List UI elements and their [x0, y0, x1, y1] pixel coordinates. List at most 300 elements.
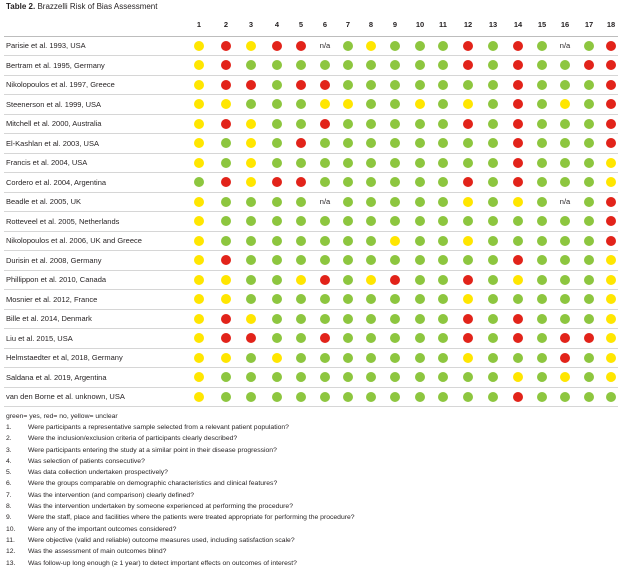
table-row: [4, 36, 618, 56]
yes-dot: [584, 353, 594, 363]
criterion-text: Were any of the important outcomes considered?: [28, 525, 177, 533]
yes-dot: [343, 372, 353, 382]
yes-dot: [246, 60, 256, 70]
unclear-dot: [194, 314, 204, 324]
unclear-dot: [606, 353, 616, 363]
yes-dot: [366, 197, 376, 207]
yes-dot: [272, 99, 282, 109]
yes-dot: [366, 60, 376, 70]
yes-dot: [488, 275, 498, 285]
yes-dot: [438, 138, 448, 148]
unclear-dot: [513, 197, 523, 207]
table-row: [4, 114, 618, 134]
yes-dot: [296, 255, 306, 265]
column-header-5: 5: [298, 20, 304, 29]
yes-dot: [390, 197, 400, 207]
criterion-number: 4.: [6, 457, 12, 465]
no-dot: [584, 60, 594, 70]
unclear-dot: [194, 138, 204, 148]
criterion-number: 6.: [6, 480, 12, 488]
criterion-text: Was the assessment of main outcomes blind?: [28, 548, 167, 556]
yes-dot: [221, 392, 231, 402]
no-dot: [606, 236, 616, 246]
no-dot: [221, 177, 231, 187]
yes-dot: [246, 275, 256, 285]
yes-dot: [296, 158, 306, 168]
no-dot: [320, 80, 330, 90]
yes-dot: [537, 60, 547, 70]
yes-dot: [366, 294, 376, 304]
no-dot: [513, 158, 523, 168]
no-dot: [606, 216, 616, 226]
yes-dot: [366, 138, 376, 148]
unclear-dot: [194, 275, 204, 285]
yes-dot: [438, 216, 448, 226]
yes-dot: [296, 99, 306, 109]
criterion-item: [6, 501, 626, 512]
unclear-dot: [246, 158, 256, 168]
yes-dot: [272, 275, 282, 285]
unclear-dot: [194, 41, 204, 51]
no-dot: [560, 353, 570, 363]
yes-dot: [320, 138, 330, 148]
yes-dot: [537, 158, 547, 168]
yes-dot: [343, 80, 353, 90]
study-label: Mitchell et al. 2000, Australia: [6, 119, 102, 128]
yes-dot: [272, 294, 282, 304]
table-row: [4, 348, 618, 368]
yes-dot: [438, 294, 448, 304]
yes-dot: [606, 392, 616, 402]
unclear-dot: [296, 275, 306, 285]
column-header-1: 1: [196, 20, 202, 29]
yes-dot: [246, 99, 256, 109]
yes-dot: [366, 372, 376, 382]
criterion-text: Was data collection undertaken prospectively?: [28, 469, 168, 477]
column-header-7: 7: [345, 20, 351, 29]
yes-dot: [537, 275, 547, 285]
study-label: Helmstaedter et al, 2018, Germany: [6, 353, 123, 362]
no-dot: [296, 177, 306, 187]
yes-dot: [537, 177, 547, 187]
yes-dot: [390, 294, 400, 304]
yes-dot: [390, 80, 400, 90]
criterion-number: 2.: [6, 435, 12, 443]
no-dot: [221, 80, 231, 90]
yes-dot: [320, 60, 330, 70]
yes-dot: [194, 177, 204, 187]
no-dot: [272, 177, 282, 187]
unclear-dot: [390, 236, 400, 246]
unclear-dot: [221, 99, 231, 109]
no-dot: [463, 177, 473, 187]
yes-dot: [438, 392, 448, 402]
column-header-2: 2: [223, 20, 229, 29]
unclear-dot: [606, 333, 616, 343]
yes-dot: [438, 255, 448, 265]
table-row: [4, 134, 618, 154]
unclear-dot: [194, 372, 204, 382]
criterion-text: Was the intervention (and comparison) clearly defined?: [28, 491, 194, 499]
yes-dot: [463, 158, 473, 168]
unclear-dot: [463, 294, 473, 304]
unclear-dot: [246, 177, 256, 187]
yes-dot: [438, 99, 448, 109]
yes-dot: [272, 197, 282, 207]
yes-dot: [463, 392, 473, 402]
table-row: [4, 231, 618, 251]
yes-dot: [366, 158, 376, 168]
yes-dot: [463, 372, 473, 382]
yes-dot: [560, 158, 570, 168]
yes-dot: [537, 353, 547, 363]
no-dot: [463, 333, 473, 343]
table-row: [4, 251, 618, 271]
yes-dot: [366, 80, 376, 90]
yes-dot: [221, 372, 231, 382]
table-number: Table 2.: [6, 2, 36, 11]
study-label: Liu et al. 2015, USA: [6, 333, 73, 343]
study-label: Phillippon et al. 2010, Canada: [6, 275, 107, 284]
unclear-dot: [221, 353, 231, 363]
yes-dot: [366, 236, 376, 246]
no-dot: [463, 275, 473, 285]
yes-dot: [343, 138, 353, 148]
study-label: Saldana et al. 2019, Argentina: [6, 372, 107, 382]
unclear-dot: [366, 275, 376, 285]
na-cell: n/a: [559, 197, 571, 206]
column-header-10: 10: [415, 20, 425, 29]
column-header-3: 3: [248, 20, 254, 29]
yes-dot: [390, 216, 400, 226]
no-dot: [606, 99, 616, 109]
no-dot: [560, 333, 570, 343]
yes-dot: [343, 333, 353, 343]
yes-dot: [537, 392, 547, 402]
no-dot: [606, 197, 616, 207]
study-label: Beadle et al. 2005, UK: [6, 197, 82, 206]
yes-dot: [390, 138, 400, 148]
yes-dot: [537, 236, 547, 246]
criterion-text: Was follow-up long enough (≥ 1 year) to detect important effects on outcomes of interest?: [28, 559, 297, 567]
yes-dot: [343, 294, 353, 304]
yes-dot: [513, 353, 523, 363]
no-dot: [320, 119, 330, 129]
unclear-dot: [606, 294, 616, 304]
criterion-item: [6, 478, 626, 489]
yes-dot: [272, 333, 282, 343]
yes-dot: [390, 60, 400, 70]
unclear-dot: [246, 138, 256, 148]
yes-dot: [343, 197, 353, 207]
yes-dot: [246, 255, 256, 265]
yes-dot: [463, 80, 473, 90]
yes-dot: [438, 353, 448, 363]
unclear-dot: [606, 158, 616, 168]
criterion-text: Were the staff, place and facilities where the patients were treated appropriate for performing the procedure?: [28, 514, 355, 522]
no-dot: [606, 138, 616, 148]
no-dot: [221, 314, 231, 324]
yes-dot: [296, 119, 306, 129]
yes-dot: [343, 177, 353, 187]
unclear-dot: [194, 119, 204, 129]
yes-dot: [221, 197, 231, 207]
yes-dot: [272, 372, 282, 382]
yes-dot: [296, 314, 306, 324]
no-dot: [221, 41, 231, 51]
yes-dot: [537, 119, 547, 129]
yes-dot: [415, 372, 425, 382]
unclear-dot: [513, 372, 523, 382]
yes-dot: [584, 80, 594, 90]
table-row: [4, 192, 618, 212]
yes-dot: [488, 314, 498, 324]
unclear-dot: [221, 275, 231, 285]
column-header-18: 18: [606, 20, 616, 29]
yes-dot: [296, 392, 306, 402]
no-dot: [584, 333, 594, 343]
criterion-number: 5.: [6, 469, 12, 477]
yes-dot: [537, 294, 547, 304]
no-dot: [513, 99, 523, 109]
unclear-dot: [415, 99, 425, 109]
criterion-item: [6, 535, 626, 546]
yes-dot: [390, 392, 400, 402]
no-dot: [606, 119, 616, 129]
criterion-number: 8.: [6, 503, 12, 511]
yes-dot: [438, 236, 448, 246]
yes-dot: [246, 372, 256, 382]
yes-dot: [560, 392, 570, 402]
yes-dot: [560, 177, 570, 187]
no-dot: [513, 119, 523, 129]
yes-dot: [438, 41, 448, 51]
table-row: [4, 270, 618, 290]
yes-dot: [513, 216, 523, 226]
unclear-dot: [194, 333, 204, 343]
no-dot: [513, 41, 523, 51]
yes-dot: [537, 41, 547, 51]
yes-dot: [296, 60, 306, 70]
yes-dot: [584, 119, 594, 129]
no-dot: [221, 119, 231, 129]
yes-dot: [537, 372, 547, 382]
yes-dot: [513, 236, 523, 246]
study-label: Nikolopoulos et al. 2006, UK and Greece: [6, 236, 142, 245]
yes-dot: [343, 60, 353, 70]
yes-dot: [584, 372, 594, 382]
yes-dot: [463, 255, 473, 265]
study-label: Parisie et al. 1993, USA: [6, 41, 86, 50]
no-dot: [513, 80, 523, 90]
yes-dot: [488, 119, 498, 129]
table-row: [4, 95, 618, 115]
yes-dot: [296, 197, 306, 207]
yes-dot: [584, 177, 594, 187]
yes-dot: [415, 119, 425, 129]
yes-dot: [296, 372, 306, 382]
yes-dot: [366, 216, 376, 226]
table-row: [4, 56, 618, 76]
yes-dot: [560, 80, 570, 90]
table-row: [4, 368, 618, 388]
yes-dot: [415, 60, 425, 70]
unclear-dot: [194, 197, 204, 207]
yes-dot: [488, 41, 498, 51]
criterion-text: Were the groups comparable on demographic characteristics and clinical features?: [28, 480, 278, 488]
no-dot: [221, 255, 231, 265]
yes-dot: [343, 353, 353, 363]
yes-dot: [272, 80, 282, 90]
yes-dot: [560, 60, 570, 70]
yes-dot: [415, 216, 425, 226]
yes-dot: [390, 314, 400, 324]
yes-dot: [343, 236, 353, 246]
yes-dot: [463, 216, 473, 226]
yes-dot: [415, 255, 425, 265]
yes-dot: [390, 158, 400, 168]
yes-dot: [320, 372, 330, 382]
yes-dot: [272, 236, 282, 246]
yes-dot: [390, 353, 400, 363]
table-row: [4, 212, 618, 232]
study-label: Steenerson et al. 1999, USA: [6, 99, 102, 109]
table-row: [4, 329, 618, 349]
yes-dot: [463, 138, 473, 148]
no-dot: [272, 41, 282, 51]
criterion-number: 9.: [6, 514, 12, 522]
yes-dot: [366, 392, 376, 402]
unclear-dot: [194, 216, 204, 226]
yes-dot: [415, 138, 425, 148]
yes-dot: [366, 177, 376, 187]
column-header-8: 8: [368, 20, 374, 29]
study-label: Francis et al. 2004, USA: [6, 158, 88, 167]
yes-dot: [343, 216, 353, 226]
yes-dot: [488, 177, 498, 187]
yes-dot: [343, 119, 353, 129]
no-dot: [513, 392, 523, 402]
yes-dot: [221, 236, 231, 246]
yes-dot: [537, 216, 547, 226]
yes-dot: [320, 236, 330, 246]
no-dot: [513, 314, 523, 324]
yes-dot: [343, 392, 353, 402]
yes-dot: [246, 197, 256, 207]
no-dot: [246, 80, 256, 90]
yes-dot: [366, 353, 376, 363]
yes-dot: [272, 158, 282, 168]
yes-dot: [296, 236, 306, 246]
yes-dot: [537, 333, 547, 343]
yes-dot: [438, 119, 448, 129]
yes-dot: [366, 119, 376, 129]
criterion-item: [6, 558, 626, 569]
yes-dot: [415, 41, 425, 51]
yes-dot: [272, 314, 282, 324]
no-dot: [606, 60, 616, 70]
yes-dot: [560, 236, 570, 246]
yes-dot: [513, 294, 523, 304]
yes-dot: [584, 216, 594, 226]
yes-dot: [272, 138, 282, 148]
yes-dot: [320, 353, 330, 363]
no-dot: [606, 80, 616, 90]
yes-dot: [415, 294, 425, 304]
yes-dot: [584, 294, 594, 304]
yes-dot: [584, 138, 594, 148]
unclear-dot: [463, 99, 473, 109]
unclear-dot: [463, 197, 473, 207]
yes-dot: [415, 177, 425, 187]
yes-dot: [488, 216, 498, 226]
column-header-14: 14: [513, 20, 523, 29]
yes-dot: [320, 158, 330, 168]
yes-dot: [272, 119, 282, 129]
unclear-dot: [606, 275, 616, 285]
na-cell: n/a: [559, 41, 571, 50]
criterion-number: 7.: [6, 491, 12, 499]
yes-dot: [537, 99, 547, 109]
yes-dot: [438, 314, 448, 324]
yes-dot: [584, 197, 594, 207]
column-header-16: 16: [560, 20, 570, 29]
yes-dot: [438, 275, 448, 285]
no-dot: [221, 333, 231, 343]
no-dot: [296, 138, 306, 148]
yes-dot: [390, 255, 400, 265]
unclear-dot: [606, 314, 616, 324]
no-dot: [463, 60, 473, 70]
column-header-13: 13: [488, 20, 498, 29]
unclear-dot: [194, 294, 204, 304]
criterion-number: 13.: [6, 559, 16, 567]
yes-dot: [560, 119, 570, 129]
column-header-17: 17: [584, 20, 594, 29]
criterion-text: Were participants a representative sample selected from a relevant patient population?: [28, 424, 289, 431]
no-dot: [463, 119, 473, 129]
unclear-dot: [343, 99, 353, 109]
yes-dot: [415, 275, 425, 285]
criterion-number: 1.: [6, 424, 12, 431]
yes-dot: [537, 197, 547, 207]
yes-dot: [488, 372, 498, 382]
criterion-item: [6, 524, 626, 535]
yes-dot: [584, 158, 594, 168]
unclear-dot: [194, 236, 204, 246]
yes-dot: [343, 255, 353, 265]
table-row: [4, 75, 618, 95]
yes-dot: [537, 80, 547, 90]
yes-dot: [488, 99, 498, 109]
unclear-dot: [194, 353, 204, 363]
yes-dot: [415, 392, 425, 402]
yes-dot: [537, 255, 547, 265]
unclear-dot: [246, 41, 256, 51]
yes-dot: [415, 333, 425, 343]
table-row: [4, 290, 618, 310]
unclear-dot: [606, 372, 616, 382]
yes-dot: [488, 60, 498, 70]
yes-dot: [537, 138, 547, 148]
yes-dot: [488, 392, 498, 402]
no-dot: [320, 333, 330, 343]
no-dot: [320, 275, 330, 285]
criterion-number: 10.: [6, 525, 16, 533]
unclear-dot: [560, 99, 570, 109]
column-header-15: 15: [537, 20, 547, 29]
yes-dot: [343, 158, 353, 168]
